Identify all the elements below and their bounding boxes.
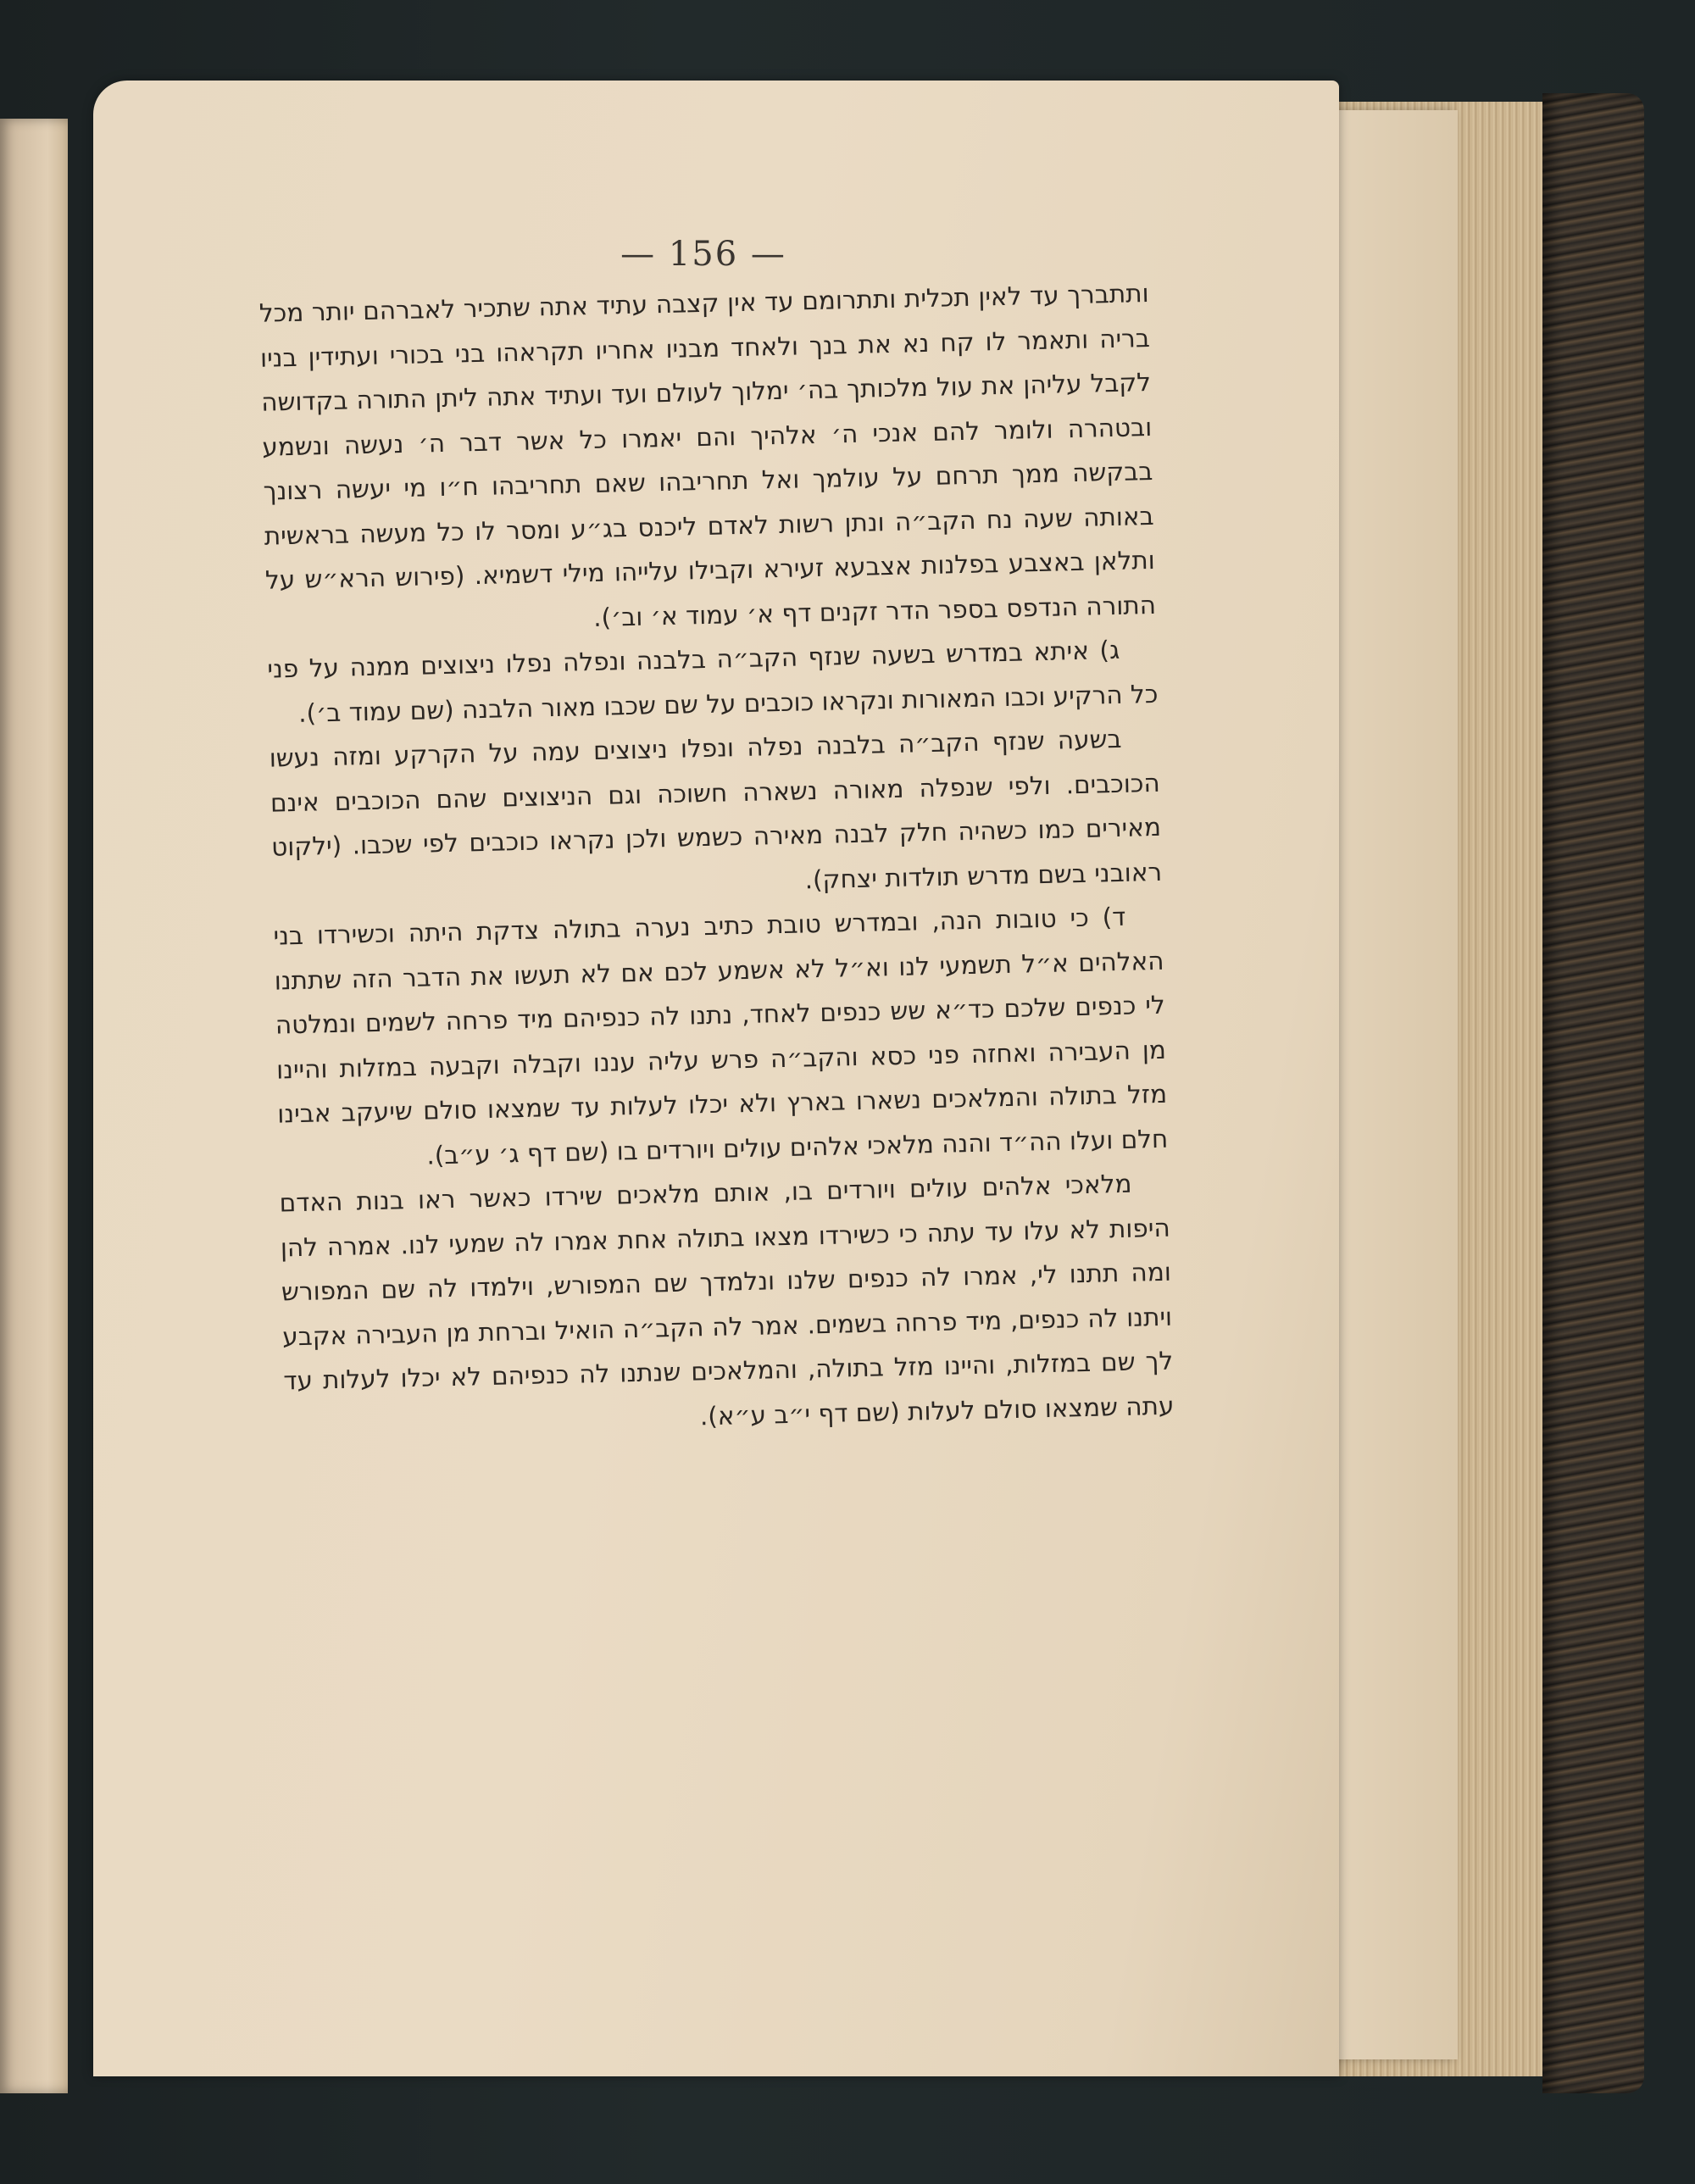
paragraph-5: מלאכי אלהים עולים ויורדים בו, אותם מלאכים שירדו כאשר ראו בנות האדם היפות לא עלו עד עתה כי כשירדו מצאו בתולה אחת אמרו לה שמעי לנו. אמרה להן ומה תתנו לי, אמרו לה כנפים שלנו ונלמדך שם המפורש, וילמדו לה שם המפורש ויתנו לה כנפים, מיד פרחה בשמים. אמר לה הקב״ה הואיל וברחת מן העבירה אקבע לך שם במזלות, והיינו מזל בתולה, והמלאכים שנתנו לה כנפיהם לא יכלו לעלות עד עתה שמצאו סולם לעלות (שם דף י״ב ע״א).	[279, 1169, 1175, 1431]
paragraph-4: ד) כי טובות הנה, ובמדרש טובת כתיב נערה בתולה צדקת היתה וכשירדו בני האלהים א״ל תשמעי לנו וא״ל לא אשמע לכם אם לא תעשו את הדבר הזה שתתנו לי כנפים שלכם כד״א שש כנפים לאחד, נתנו לה כנפיהם מיד פרחה לשמים ונמלטה מן העבירה ואחזה פני כסא והקב״ה פרש עליה עננו וקבלה וקבעה במזלות והיינו מזל בתולה והמלאכים נשארו בארץ ולא יכלו לעלות עד שמצאו סולם שיעקב אבינו חלם ועלו הה״ד והנה מלאכי אלהים עולים ויורדים בו (שם דף ג׳ ע״ב).	[273, 902, 1169, 1170]
book-page	[93, 81, 1339, 2076]
page-number: — 156 —	[620, 235, 786, 274]
paragraph-1: ותתברך עד לאין תכלית ותתרומם עד אין קצבה עתיד אתה שתכיר לאברהם יותר מכל בריה ותאמר לו קח נא את בנך ולאחד מבניו אחריו תקראהו בני בכורי ועתידין בניו לקבל עליהן את עול מלכותך בה׳ ימלוך לעולם ועד ועתיד אתה ליתן התורה בקדושה ובטהרה ולומר להם אנכי ה׳ אלהיך והם יאמרו כל אשר דבר ה׳ נעשה ונשמע בבקשה ממך תרחם על עולמך ואל תחריבהו שאם תחריבהו ח״ו מי יעשה רצונך באותה שעה נח הקב״ה ונתן רשות לאדם ליכנס בג״ע ומסר לו כל מעשה בראשית ותלאן באצבע בפלנות אצבעא זעירא וקבילו עלייהו מילי דשמיא. (פירוש הרא״ש על התורה הנדפס בספר הדר זקנים דף א׳ עמוד א׳ וב׳).	[258, 278, 1157, 632]
book-cover	[1542, 93, 1644, 2093]
paragraph-3: בשעה שנזף הקב״ה בלבנה נפלה ונפלו ניצוצים עמה על הקרקע ומזה נעשו הכוכבים. ולפי שנפלה מאורה נשארה חשוכה וגם הניצוצים שהם הכוכבים אינם מאירים כמו כשהיה חלק לבנה מאירה כשמש ולכן נקראו כוכבים לפי שכבו. (ילקוט ראובני בשם מדרש תולדות יצחק).	[269, 724, 1163, 894]
paragraph-2: ג) איתא במדרש בשעה שנזף הקב״ה בלבנה ונפלה נפלו ניצוצים ממנה על פני כל הרקיע וכבו המאורות ונקראו כוכבים על שם שכבו מאור הלבנה (שם עמוד ב׳).	[267, 635, 1159, 728]
text-block	[258, 271, 1175, 1448]
facing-page-edge	[0, 119, 68, 2093]
